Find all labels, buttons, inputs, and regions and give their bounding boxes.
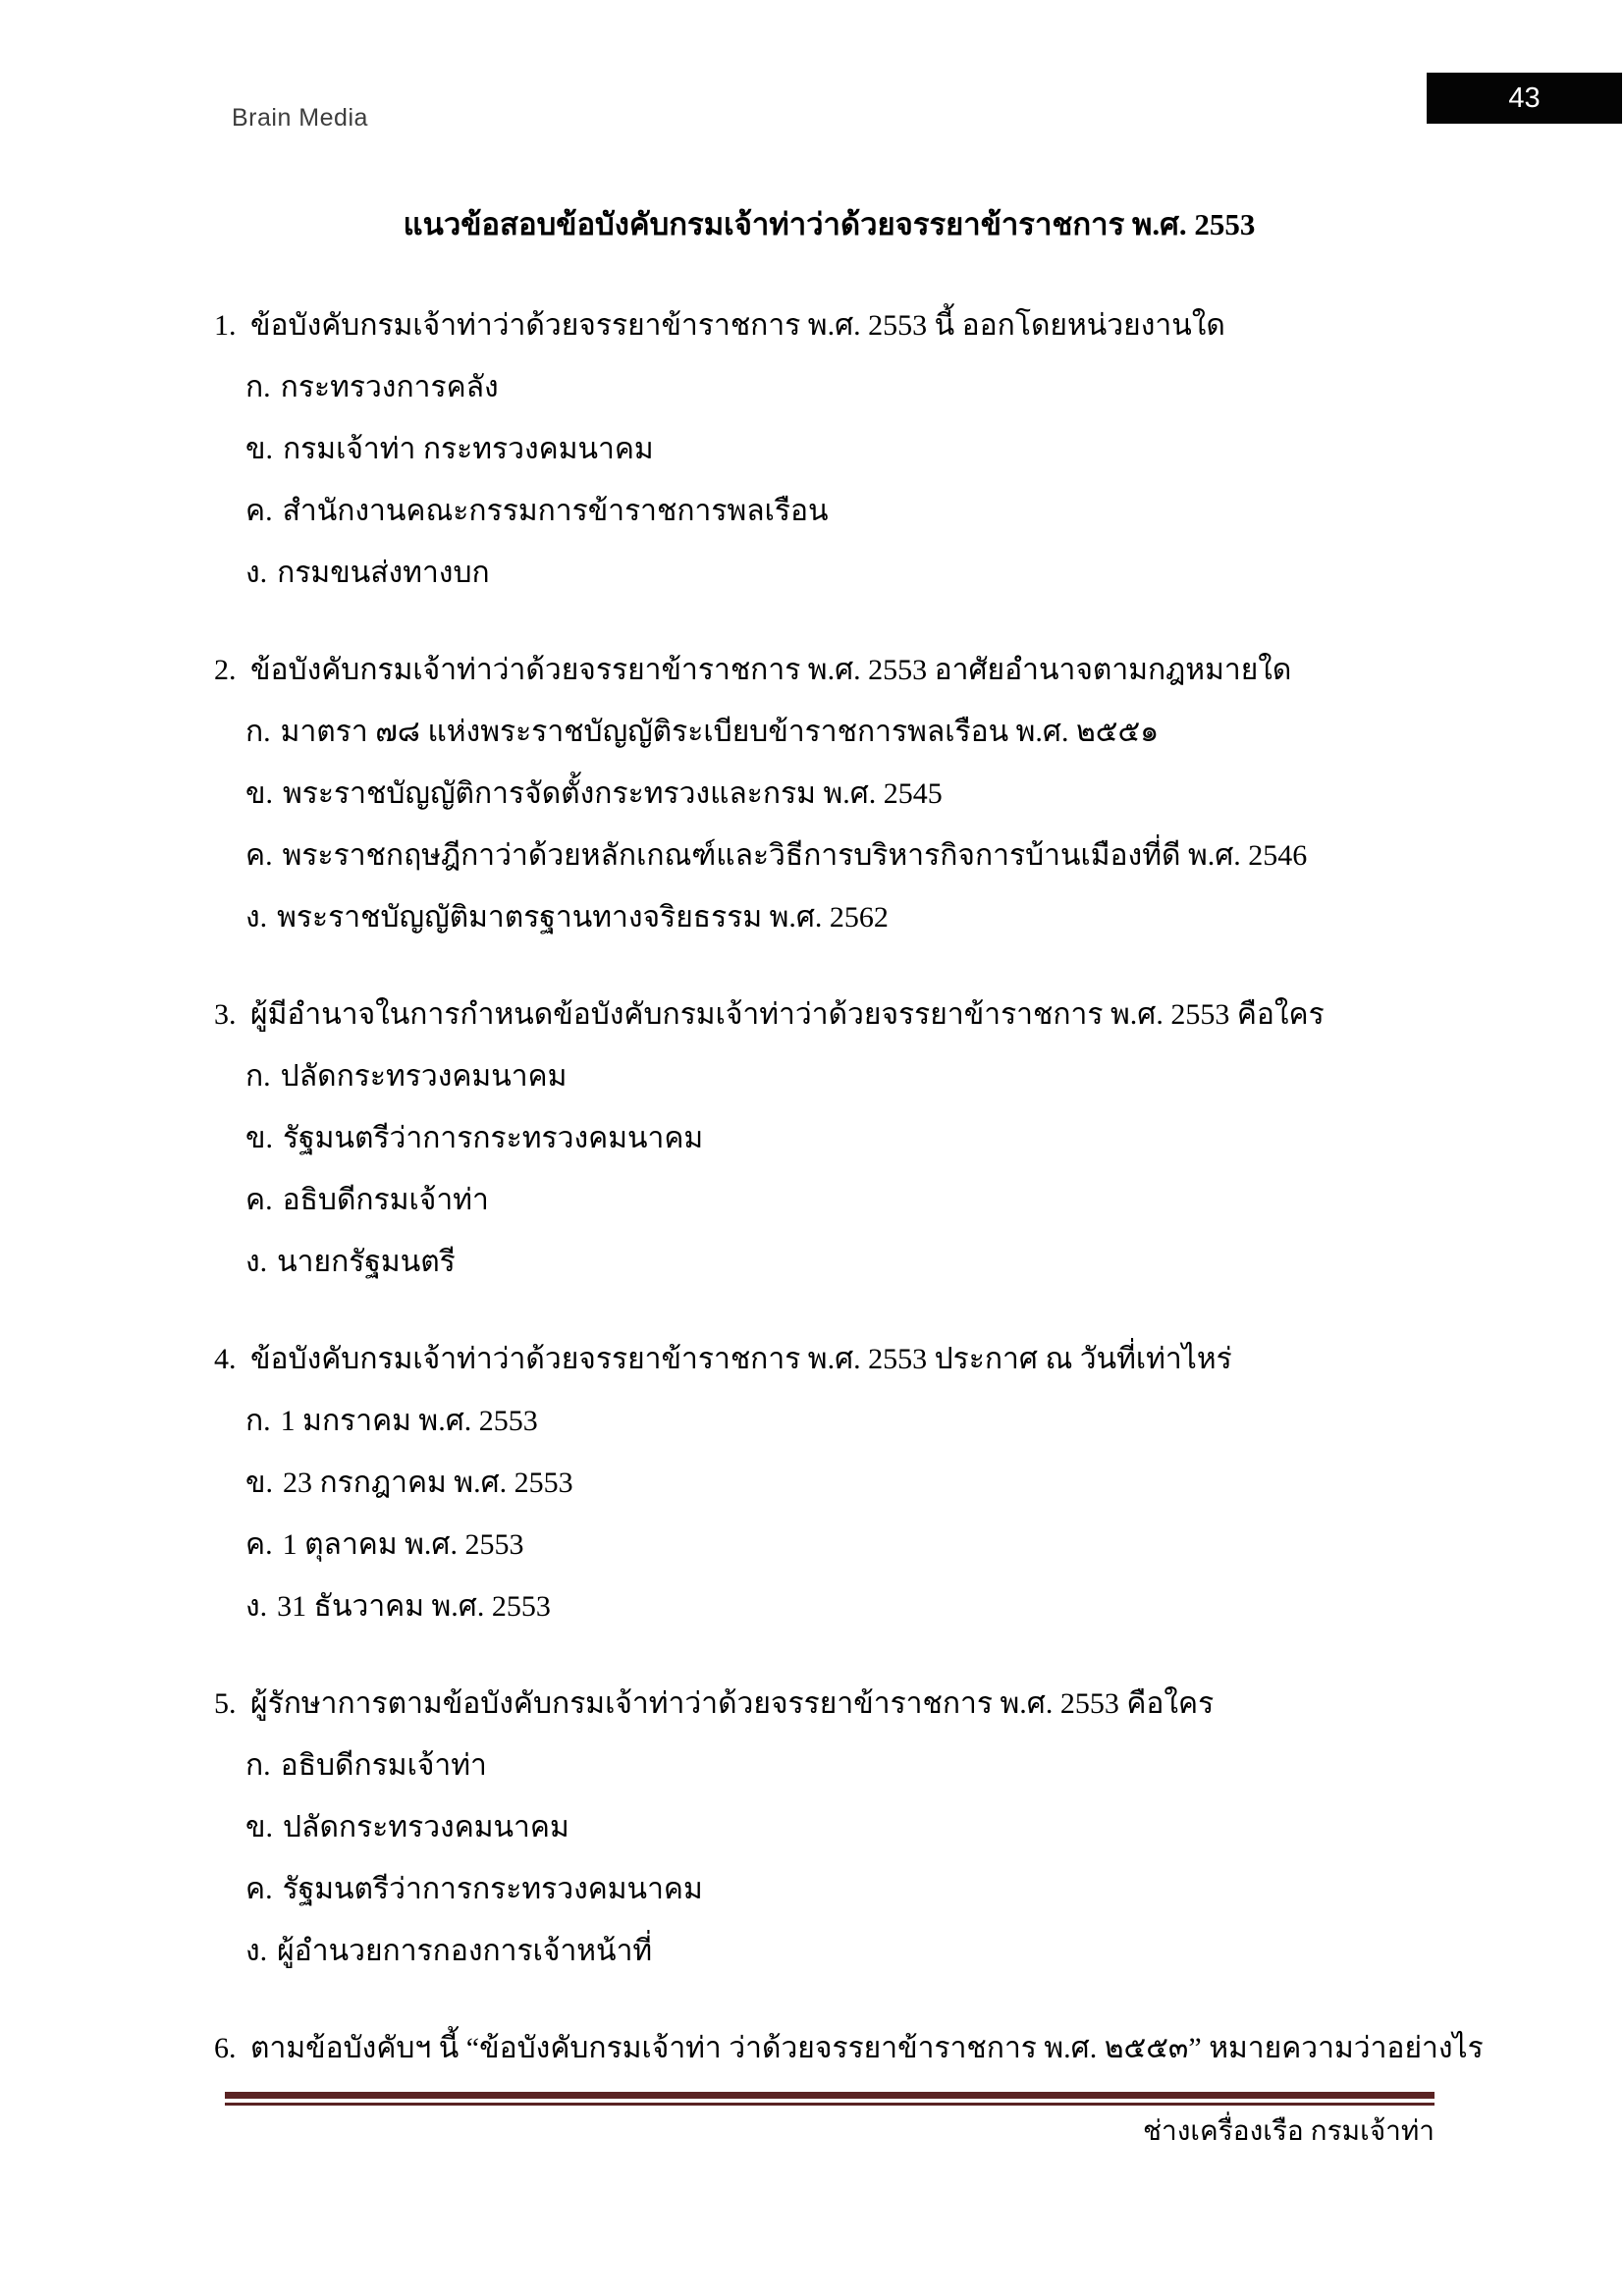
choice-text: กระทรวงการคลัง [280,371,499,403]
choice-text: 1 ตุลาคม พ.ศ. 2553 [282,1528,524,1561]
question-block [214,984,1471,1293]
question-block [214,1673,1471,1982]
question-text: ข้อบังคับกรมเจ้าท่าว่าด้วยจรรยาข้าราชการ พ.ศ. 2553 อาศัยอำนาจตามกฎหมายใด [250,654,1292,686]
choice-label: ค. [245,495,273,527]
choice-label: ก. [245,1749,271,1782]
choice-label: ข. [245,433,274,465]
choice-text: ปลัดกระทรวงคมนาคม [283,1811,569,1843]
question-row [214,1673,1471,1735]
choice-label: ง. [245,1935,268,1967]
choice-row [245,1575,1471,1637]
brand-label: Brain Media [232,104,368,132]
question-number: 4. [214,1343,237,1375]
choice-text: 1 มกราคม พ.ศ. 2553 [280,1405,538,1437]
choice-row [245,825,1471,886]
choice-row [245,356,1471,418]
choice-row [245,763,1471,825]
question-block [214,639,1471,948]
choice-row [245,1514,1471,1575]
choice-label: ข. [245,1122,274,1154]
question-text: ผู้รักษาการตามข้อบังคับกรมเจ้าท่าว่าด้วยจรรยาข้าราชการ พ.ศ. 2553 คือใคร [250,1687,1215,1720]
choice-row [245,1858,1471,1920]
choice-text: พระราชบัญญัติการจัดตั้งกระทรวงและกรม พ.ศ. 2545 [283,777,943,810]
choice-label: ค. [245,839,273,872]
choice-text: อธิบดีกรมเจ้าท่า [282,1184,489,1216]
question-row [214,294,1471,356]
choice-label: ข. [245,1811,274,1843]
choice-row [245,701,1471,763]
choice-row [245,1169,1471,1231]
choice-label: ง. [245,557,268,589]
choice-text: รัฐมนตรีว่าการกระทรวงคมนาคม [282,1873,703,1905]
questions-list [214,294,1484,2114]
choice-row [245,886,1471,948]
choice-label: ก. [245,371,271,403]
choice-text: 23 กรกฎาคม พ.ศ. 2553 [283,1467,573,1499]
choice-label: ข. [245,777,274,810]
choice-text: สำนักงานคณะกรรมการข้าราชการพลเรือน [282,495,829,527]
footer-caption: ช่างเครื่องเรือ กรมเจ้าท่า [1143,2116,1435,2147]
choice-label: ค. [245,1873,273,1905]
choice-text: ปลัดกระทรวงคมนาคม [280,1060,568,1093]
choice-row [245,1107,1471,1169]
choice-label: ง. [245,1246,268,1278]
question-number: 2. [214,654,237,686]
page-number: 43 [1508,81,1541,114]
footer-divider-thin-line [225,2103,1435,2106]
page-number-badge [1427,73,1622,124]
choice-row [245,1920,1471,1982]
choice-label: ค. [245,1528,273,1561]
choice-text: พระราชบัญญัติมาตรฐานทางจริยธรรม พ.ศ. 2562 [277,901,889,934]
question-number: 1. [214,309,237,342]
choice-row [245,1045,1471,1107]
choice-label: ก. [245,1405,271,1437]
footer-divider [225,2092,1435,2106]
question-text: ผู้มีอำนาจในการกำหนดข้อบังคับกรมเจ้าท่าว่าด้วยจรรยาข้าราชการ พ.ศ. 2553 คือใคร [250,998,1325,1031]
choice-text: กรมเจ้าท่า กระทรวงคมนาคม [283,433,654,465]
question-number: 5. [214,1687,237,1720]
question-text: ตามข้อบังคับฯ นี้ “ข้อบังคับกรมเจ้าท่า ว่าด้วยจรรยาข้าราชการ พ.ศ. ๒๕๕๓” หมายความว่าอย่างไร [250,2032,1484,2064]
question-row [214,2017,1484,2079]
choice-text: มาตรา ๗๘ แห่งพระราชบัญญัติระเบียบข้าราชการพลเรือน พ.ศ. ๒๕๕๑ [280,716,1160,748]
question-number: 6. [214,2032,237,2064]
choice-text: อธิบดีกรมเจ้าท่า [280,1749,487,1782]
choice-row [245,418,1471,480]
question-row [214,984,1471,1045]
choice-label: ง. [245,901,268,934]
choice-text: ผู้อำนวยการกองการเจ้าหน้าที่ [277,1935,653,1967]
choice-row [245,542,1471,604]
choice-label: ข. [245,1467,274,1499]
question-block [214,294,1471,604]
choice-row [245,1452,1471,1514]
choice-row [245,480,1471,542]
choice-label: ก. [245,1060,271,1093]
choice-text: 31 ธันวาคม พ.ศ. 2553 [277,1590,551,1623]
choice-text: พระราชกฤษฎีกาว่าด้วยหลักเกณฑ์และวิธีการบริหารกิจการบ้านเมืองที่ดี พ.ศ. 2546 [282,839,1308,872]
choice-text: กรมขนส่งทางบก [277,557,490,589]
choice-label: ค. [245,1184,273,1216]
choice-row [245,1231,1471,1293]
choice-label: ง. [245,1590,268,1623]
question-block [214,1328,1471,1637]
choice-text: นายกรัฐมนตรี [277,1246,456,1278]
question-text: ข้อบังคับกรมเจ้าท่าว่าด้วยจรรยาข้าราชการ พ.ศ. 2553 ประกาศ ณ วันที่เท่าไหร่ [250,1343,1232,1375]
footer-divider-thick-line [225,2092,1435,2099]
question-text: ข้อบังคับกรมเจ้าท่าว่าด้วยจรรยาข้าราชการ พ.ศ. 2553 นี้ ออกโดยหน่วยงานใด [250,309,1225,342]
choice-row [245,1735,1471,1796]
question-row [214,1328,1471,1390]
choice-label: ก. [245,716,271,748]
page-title: แนวข้อสอบข้อบังคับกรมเจ้าท่าว่าด้วยจรรยาข้าราชการ พ.ศ. 2553 [403,207,1256,241]
choice-row [245,1796,1471,1858]
question-block [214,2017,1484,2079]
question-number: 3. [214,998,237,1031]
question-row [214,639,1471,701]
choice-text: รัฐมนตรีว่าการกระทรวงคมนาคม [283,1122,704,1154]
choice-row [245,1390,1471,1452]
